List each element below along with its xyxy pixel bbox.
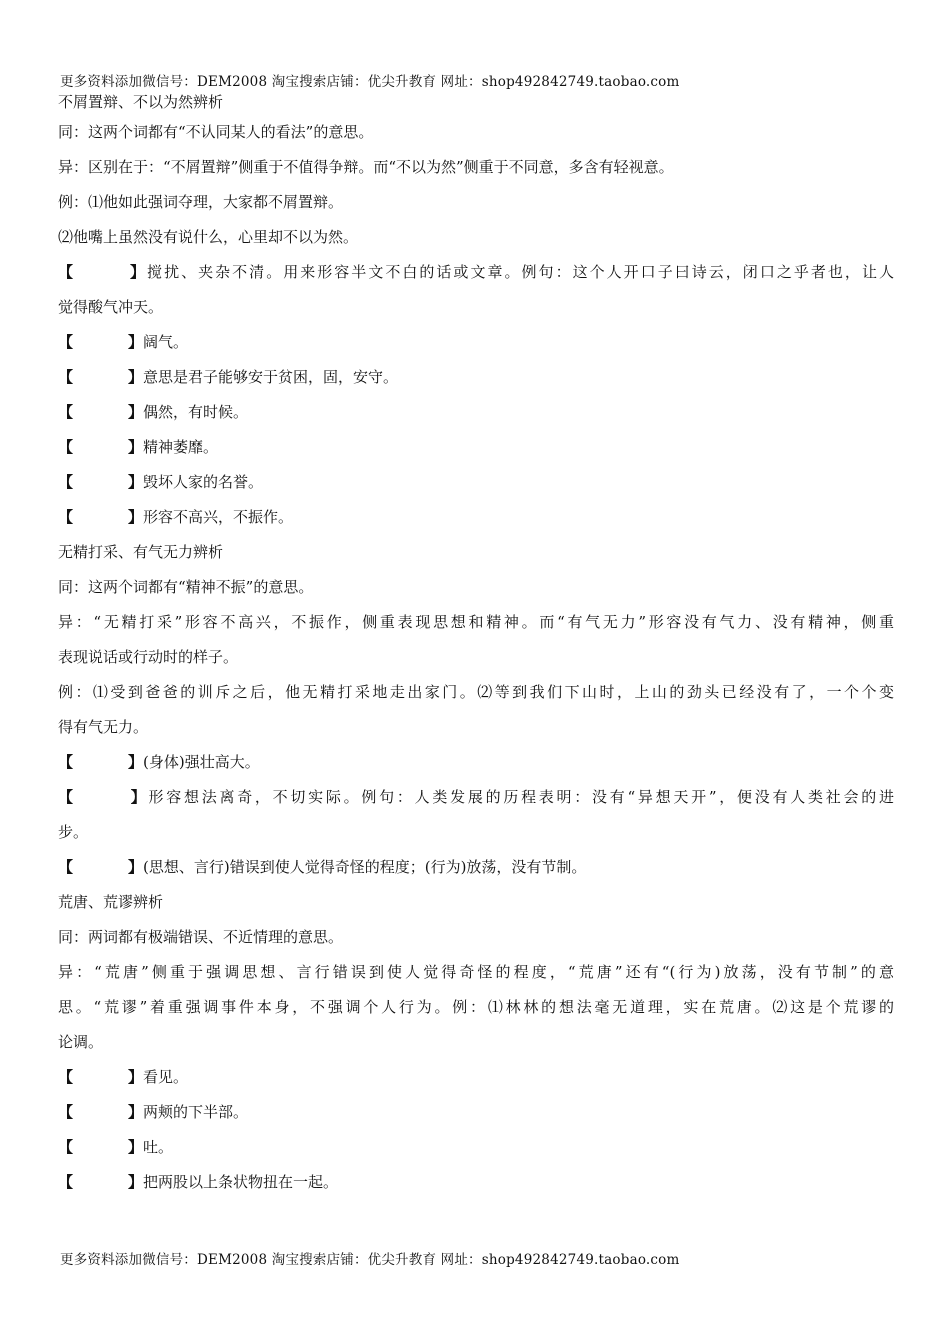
right-bracket: 】	[128, 438, 144, 456]
s2-same: 同：这两个词都有“精神不振”的意思。	[58, 578, 314, 596]
answer-blank[interactable]	[58, 465, 128, 500]
page-header: 更多资料添加微信号：DEM2008 淘宝搜索店铺：优尖升教育 网址：shop492842749.taobao.com	[60, 74, 680, 90]
question-text: 精神萎靡。	[143, 438, 219, 456]
answer-blank[interactable]	[58, 1095, 128, 1130]
question-6	[58, 465, 894, 500]
left-bracket: 【	[58, 473, 74, 491]
section-title-1: 不屑置辩、不以为然辨析	[58, 93, 224, 111]
question-text: 看见。	[143, 1068, 189, 1086]
left-bracket: 【	[58, 788, 74, 806]
question-text: 偶然，有时候。	[143, 403, 249, 421]
left-bracket: 【	[58, 753, 74, 771]
question-text: 毁坏人家的名誉。	[143, 473, 264, 491]
right-bracket: 】	[128, 368, 144, 386]
question-12	[58, 1095, 894, 1130]
right-bracket: 】	[128, 1068, 144, 1086]
answer-blank[interactable]	[58, 360, 128, 395]
answer-blank[interactable]	[58, 325, 128, 360]
right-bracket: 】	[128, 263, 148, 281]
question-13	[58, 1130, 894, 1165]
question-3	[58, 360, 894, 395]
answer-blank[interactable]	[58, 1130, 128, 1165]
right-bracket: 】	[128, 508, 144, 526]
s2-example: 例：⑴受到爸爸的训斥之后，他无精打采地走出家门。⑵等到我们下山时，上山的劲头已经没有了，一个个变	[58, 683, 894, 701]
right-bracket: 】	[128, 788, 149, 806]
answer-blank[interactable]	[58, 1165, 128, 1200]
question-14	[58, 1165, 894, 1200]
question-7	[58, 500, 894, 535]
left-bracket: 【	[58, 263, 74, 281]
left-bracket: 【	[58, 1103, 74, 1121]
section-title-2: 无精打采、有气无力辨析	[58, 543, 224, 561]
left-bracket: 【	[58, 403, 74, 421]
s3-same: 同：两词都有极端错误、不近情理的意思。	[58, 928, 344, 946]
answer-blank[interactable]	[58, 850, 128, 885]
right-bracket: 】	[128, 1138, 144, 1156]
left-bracket: 【	[58, 438, 74, 456]
right-bracket: 】	[128, 753, 144, 771]
question-text: (身体)强壮高大。	[143, 753, 260, 771]
s3-diff-end: 论调。	[58, 1033, 104, 1051]
s3-diff: 异：“荒唐”侧重于强调思想、言行错误到使人觉得奇怪的程度，“荒唐”还有“(行为)放荡，没有节制”的意	[58, 963, 894, 981]
question-9-continued: 步。	[58, 823, 89, 841]
s3-diff-continued: 思。“荒谬”着重强调事件本身，不强调个人行为。例：⑴林林的想法毫无道理，实在荒唐。⑵这是个荒谬的	[58, 998, 894, 1016]
s1-same: 同：这两个词都有“不认同某人的看法”的意思。	[58, 123, 374, 141]
question-text: (思想、言行)错误到使人觉得奇怪的程度；(行为)放荡，没有节制。	[143, 858, 587, 876]
question-1	[58, 255, 894, 290]
question-text: 两颊的下半部。	[143, 1103, 249, 1121]
s1-example-1: 例：⑴他如此强词夺理，大家都不屑置辩。	[58, 193, 344, 211]
answer-blank[interactable]	[58, 1060, 128, 1095]
question-text: 意思是君子能够安于贫困，固，安守。	[143, 368, 399, 386]
answer-blank[interactable]	[58, 395, 128, 430]
question-text: 形容想法离奇，不切实际。例句：人类发展的历程表明：没有“异想天开”，便没有人类社会的进	[148, 788, 894, 806]
left-bracket: 【	[58, 1173, 74, 1191]
page-footer: 更多资料添加微信号：DEM2008 淘宝搜索店铺：优尖升教育 网址：shop492842749.taobao.com	[60, 1252, 680, 1268]
question-1-continued: 觉得酸气冲天。	[58, 298, 164, 316]
question-5	[58, 430, 894, 465]
right-bracket: 】	[128, 1103, 144, 1121]
answer-blank[interactable]	[58, 430, 128, 465]
question-2	[58, 325, 894, 360]
answer-blank[interactable]	[58, 780, 128, 815]
s2-diff: 异：“无精打采”形容不高兴，不振作，侧重表现思想和精神。而“有气无力”形容没有气力、没有精神，侧重	[58, 613, 894, 631]
right-bracket: 】	[128, 1173, 144, 1191]
question-11	[58, 1060, 894, 1095]
question-text: 形容不高兴，不振作。	[143, 508, 294, 526]
right-bracket: 】	[128, 858, 144, 876]
question-text: 搅扰、夹杂不清。用来形容半文不白的话或文章。例句：这个人开口子曰诗云，闭口之乎者也，让人	[147, 263, 894, 281]
answer-blank[interactable]	[58, 500, 128, 535]
question-8	[58, 745, 894, 780]
left-bracket: 【	[58, 858, 74, 876]
left-bracket: 【	[58, 368, 74, 386]
section-title-3: 荒唐、荒谬辨析	[58, 893, 164, 911]
question-text: 吐。	[143, 1138, 174, 1156]
left-bracket: 【	[58, 333, 74, 351]
left-bracket: 【	[58, 508, 74, 526]
question-4	[58, 395, 894, 430]
left-bracket: 【	[58, 1138, 74, 1156]
question-9	[58, 780, 894, 815]
s1-diff: 异：区别在于：“不屑置辩”侧重于不值得争辩。而“不以为然”侧重于不同意，多含有轻视意。	[58, 158, 674, 176]
s2-example-continued: 得有气无力。	[58, 718, 149, 736]
answer-blank[interactable]	[58, 745, 128, 780]
question-text: 阔气。	[143, 333, 189, 351]
s1-example-2: ⑵他嘴上虽然没有说什么，心里却不以为然。	[58, 228, 359, 246]
left-bracket: 【	[58, 1068, 74, 1086]
s2-diff-continued: 表现说话或行动时的样子。	[58, 648, 239, 666]
right-bracket: 】	[128, 473, 144, 491]
question-10	[58, 850, 894, 885]
right-bracket: 】	[128, 333, 144, 351]
answer-blank[interactable]	[58, 255, 128, 290]
question-text: 把两股以上条状物扭在一起。	[143, 1173, 339, 1191]
document-body	[58, 90, 894, 1200]
right-bracket: 】	[128, 403, 144, 421]
